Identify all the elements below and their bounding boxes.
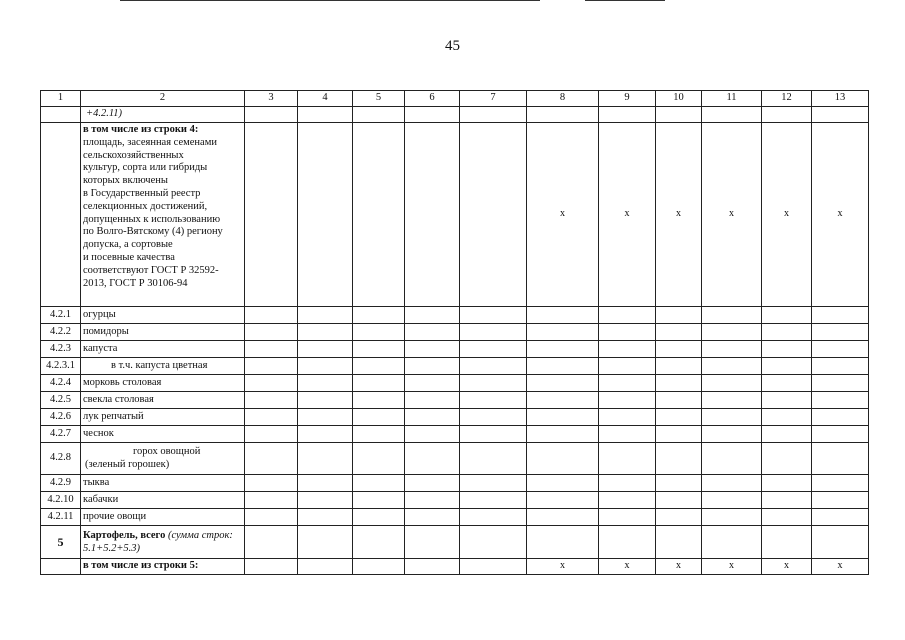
table-row [41, 509, 869, 526]
description-line: допущенных к использованию [83, 213, 221, 225]
x-mark: х [527, 559, 599, 575]
subsection-4-row [41, 123, 869, 307]
column-header: 13 [812, 91, 869, 107]
form-table [40, 90, 869, 575]
scan-edge-line [120, 0, 540, 1]
x-mark: х [762, 123, 812, 307]
row-name: помидоры [81, 324, 245, 341]
description-line: 2013, ГОСТ Р 30106-94 [83, 277, 188, 289]
row-code: 4.2.4 [41, 375, 81, 392]
description-line: которых включены [83, 175, 168, 187]
column-header: 9 [599, 91, 656, 107]
row-code: 4.2.1 [41, 307, 81, 324]
table-row [41, 375, 869, 392]
row-code: 4.2.10 [41, 492, 81, 509]
section-5-code: 5 [41, 526, 81, 559]
row-name: морковь столовая [81, 375, 245, 392]
row-name: прочие овощи [81, 509, 245, 526]
table-row [41, 324, 869, 341]
table-row [41, 358, 869, 375]
x-mark: х [702, 123, 762, 307]
table-row [41, 475, 869, 492]
x-mark: х [599, 559, 656, 575]
column-header: 3 [245, 91, 298, 107]
section-5-row [41, 526, 869, 559]
table-row [41, 307, 869, 324]
row-name: свекла столовая [81, 392, 245, 409]
x-mark: х [702, 559, 762, 575]
section-5-note: (сумма строк: 5.1+5.2+5.3) [83, 529, 233, 554]
section-5-title: Картофель, всего [83, 529, 166, 541]
row-code: 4.2.3.1 [41, 358, 81, 375]
row-name: кабачки [81, 492, 245, 509]
description-line: сельскохозяйственных [83, 149, 184, 161]
x-mark: х [812, 559, 869, 575]
row-code: 4.2.6 [41, 409, 81, 426]
column-header: 7 [460, 91, 527, 107]
row-name [81, 443, 245, 475]
row-name: капуста [81, 341, 245, 358]
x-mark: х [527, 123, 599, 307]
column-header: 5 [353, 91, 405, 107]
column-header: 10 [656, 91, 702, 107]
x-mark: х [656, 123, 702, 307]
row-code: 4.2.9 [41, 475, 81, 492]
row-name: в т.ч. капуста цветная [81, 358, 245, 375]
row-code: 4.2.7 [41, 426, 81, 443]
column-header: 6 [405, 91, 460, 107]
x-mark: х [656, 559, 702, 575]
row-code: 4.2.2 [41, 324, 81, 341]
column-header: 1 [41, 91, 81, 107]
row-name-line: горох овощной [133, 445, 201, 457]
row-code: 4.2.5 [41, 392, 81, 409]
subsection-4-heading: в том числе из строки 4: [83, 124, 199, 135]
subsection-5-row [41, 559, 869, 575]
description-line: допуска, а сортовые [83, 239, 173, 251]
row-code: 4.2.8 [41, 443, 81, 475]
subsection-5-heading: в том числе из строки 5: [81, 559, 245, 575]
x-mark: х [812, 123, 869, 307]
table-row [41, 409, 869, 426]
row-name-line: (зеленый горошек) [85, 458, 170, 470]
description-line: культур, сорта или гибриды [83, 162, 208, 174]
table-row [41, 426, 869, 443]
section-5-description [81, 526, 245, 559]
table-row [41, 392, 869, 409]
column-header: 8 [527, 91, 599, 107]
row-code: 4.2.11 [41, 509, 81, 526]
description-line: соответствуют ГОСТ Р 32592- [83, 264, 219, 276]
scan-edge-line [585, 0, 665, 1]
table-row [41, 492, 869, 509]
continuation-text: +4.2.11) [81, 107, 245, 123]
description-line: площадь, засеянная семенами [83, 136, 217, 148]
x-mark: х [599, 123, 656, 307]
row-name: огурцы [81, 307, 245, 324]
description-line: селекционных достижений, [83, 200, 208, 212]
subsection-4-description [81, 123, 245, 307]
row-name: чеснок [81, 426, 245, 443]
table-row [41, 443, 869, 475]
row-code: 4.2.3 [41, 341, 81, 358]
column-header: 2 [81, 91, 245, 107]
header-row [41, 91, 869, 107]
page-number: 45 [445, 38, 460, 54]
description-line: и посевные качества [83, 251, 175, 263]
column-header: 4 [298, 91, 353, 107]
table-row [41, 341, 869, 358]
column-header: 11 [702, 91, 762, 107]
row-name: тыква [81, 475, 245, 492]
column-header: 12 [762, 91, 812, 107]
continuation-row [41, 107, 869, 123]
row-name: лук репчатый [81, 409, 245, 426]
description-line: по Волго-Вятскому (4) региону [83, 226, 223, 238]
x-mark: х [762, 559, 812, 575]
description-line: в Государственный реестр [83, 187, 201, 199]
